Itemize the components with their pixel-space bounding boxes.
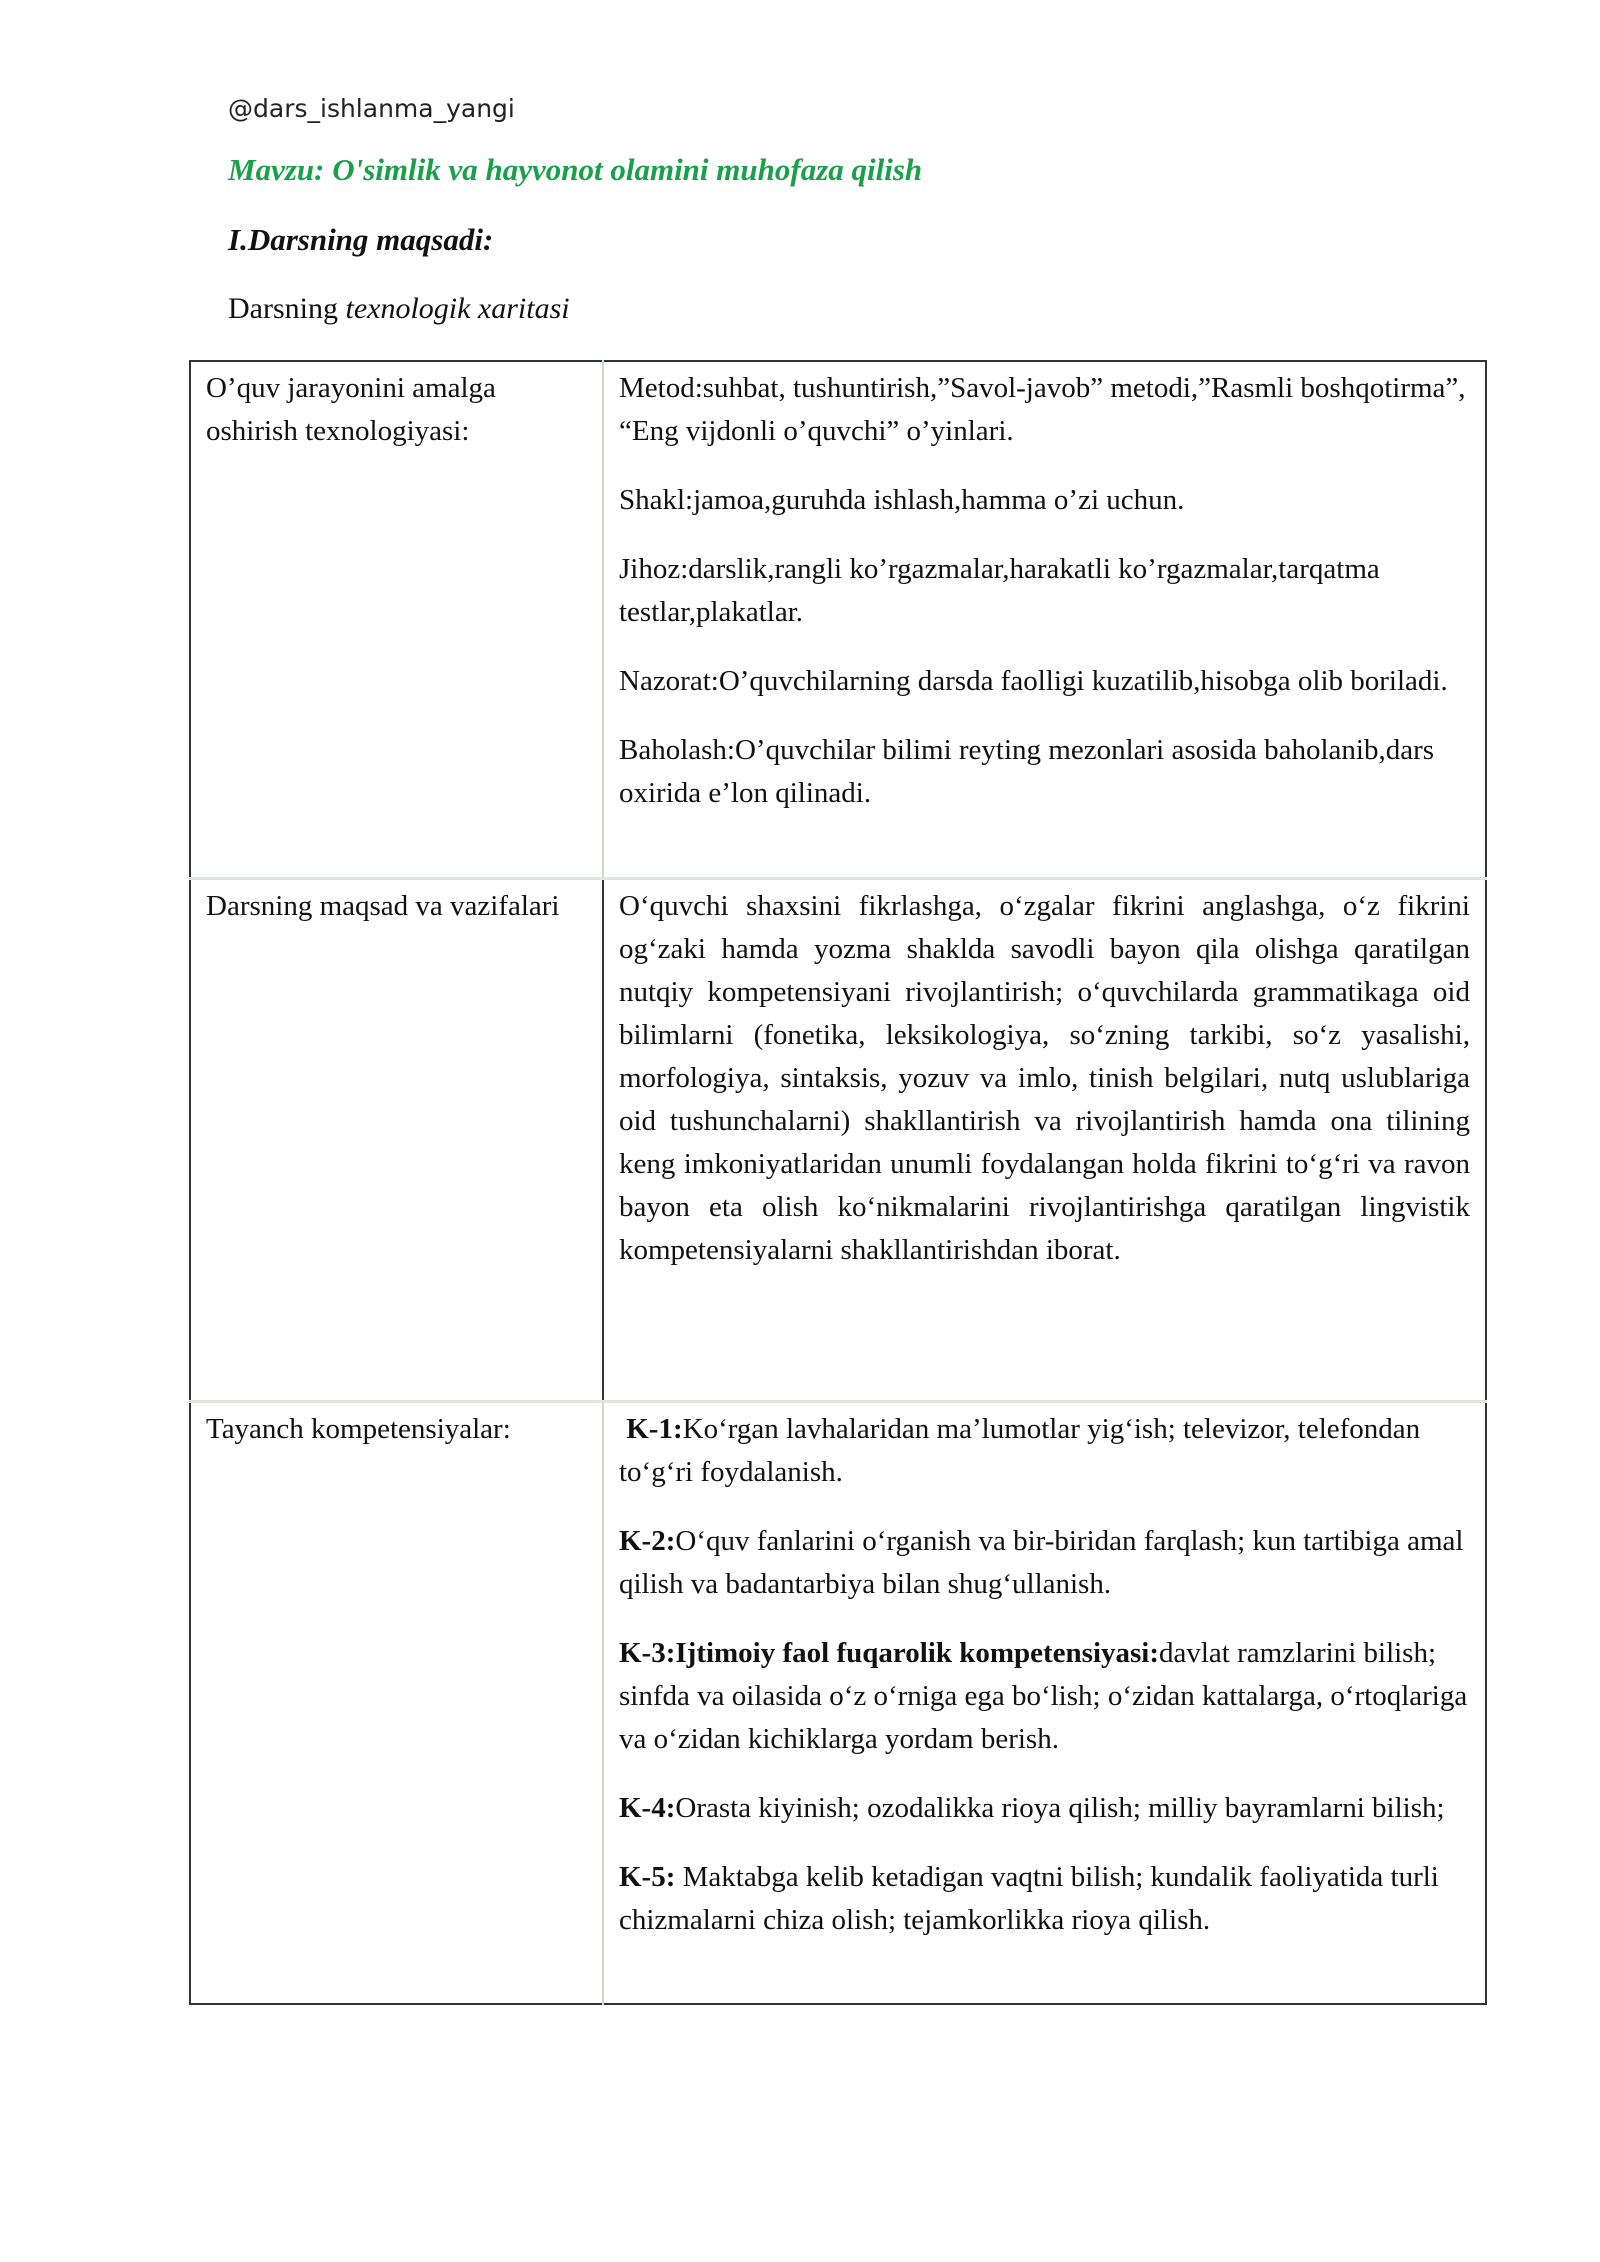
competency-code: K-1:	[626, 1413, 683, 1445]
technology-map-title	[228, 292, 570, 326]
competency-code: K-5:	[619, 1861, 676, 1893]
competency-text: Maktabga kelib ketadigan vaqtni bilish; kundalik faoliyatida turli chizmalarni chiza olish; tejamkorlikka rioya qilish.	[619, 1861, 1439, 1936]
competency-code: K-4:	[619, 1792, 676, 1824]
competency-text: O‘quv fanlarini o‘rganish va bir-biridan farqlash; kun tartibiga amal qilish va badantarbiya bilan shug‘ullanish.	[619, 1525, 1464, 1600]
row-content	[603, 361, 1486, 879]
form-item: Shakl:jamoa,guruhda ishlash,hamma o’zi uchun.	[619, 484, 1185, 516]
technology-map-table	[189, 360, 1487, 2005]
competency-item	[619, 1856, 1470, 1942]
assessment-item: Baholash:O’quvchilar bilimi reyting mezonlari asosida baholanib,dars oxirida e’lon qilinadi.	[619, 734, 1435, 809]
competency-code: K-3:Ijtimoiy faol fuqarolik kompetensiyasi:	[619, 1637, 1159, 1669]
method-item: Metod:suhbat, tushuntirish,”Savol-javob” metodi,”Rasmli boshqotirma”, “Eng vijdonli o’quvchi” o’yinlari.	[619, 372, 1466, 447]
author-handle: @dars_ishlanma_yangi	[228, 94, 515, 123]
row-label: Tayanch kompetensiyalar:	[190, 1402, 603, 2005]
competency-item	[619, 1787, 1470, 1830]
table-row	[190, 1402, 1486, 2005]
competency-item	[619, 1408, 1470, 1494]
goals-paragraph: O‘quvchi shaxsini fikrlashga, o‘zgalar fikrini anglashga, o‘z fikrini og‘zaki hamda yozma shaklda savodli bayon qila olishga qaratilgan nutqiy kompetensiyani rivojlantirish; o‘quvchilarda grammatikaga oid bilimlarni (fonetika, leksikologiya, so‘zning tarkibi, so‘z yasalishi, morfologiya, sintaksis, yozuv va imlo, tinish belgilari, nutq uslublariga oid tushunchalarni) shakllantirish va rivojlantirish hamda ona tilining keng imkoniyatlaridan unumli foydalangan holda fikrini to‘g‘ri va ravon bayon eta olish ko‘nikmalarini rivojlantirishga qaratilgan lingvistik kompetensiyalarni shakllantirishdan iborat.	[619, 890, 1470, 1266]
table-row	[190, 879, 1486, 1402]
row-content	[603, 1402, 1486, 2005]
competency-text: Orasta kiyinish; ozodalikka rioya qilish; milliy bayramlarni bilish;	[675, 1792, 1445, 1824]
map-title-italic: texnologik xaritasi	[345, 292, 570, 325]
row-content	[603, 879, 1486, 1402]
row-label: O’quv jarayonini amalga oshirish texnologiyasi:	[190, 361, 603, 879]
equipment-item: Jihoz:darslik,rangli ko’rgazmalar,harakatli ko’rgazmalar,tarqatma testlar,plakatlar.	[619, 553, 1380, 628]
control-item: Nazorat:O’quvchilarning darsda faolligi kuzatilib,hisobga olib boriladi.	[619, 665, 1448, 697]
lesson-topic: Mavzu: O'simlik va hayvonot olamini muhofaza qilish	[228, 152, 923, 187]
competency-item	[619, 1632, 1470, 1761]
lesson-goal-heading: I.Darsning maqsadi:	[228, 222, 494, 257]
competency-item	[619, 1520, 1470, 1606]
competency-text: Ko‘rgan lavhalaridan ma’lumotlar yig‘ish; televizor, telefondan to‘g‘ri foydalanish.	[619, 1413, 1421, 1488]
competency-code: K-2:	[619, 1525, 676, 1557]
map-title-plain: Darsning	[228, 292, 346, 325]
row-label: Darsning maqsad va vazifalari	[190, 879, 603, 1402]
competency-text: davlat ramzlarini bilish; sinfda va oilasida o‘z o‘rniga ega bo‘lish; o‘zidan kattalarga, o‘rtoqlariga va o‘zidan kichiklarga yordam berish.	[619, 1637, 1468, 1755]
table-row	[190, 361, 1486, 879]
